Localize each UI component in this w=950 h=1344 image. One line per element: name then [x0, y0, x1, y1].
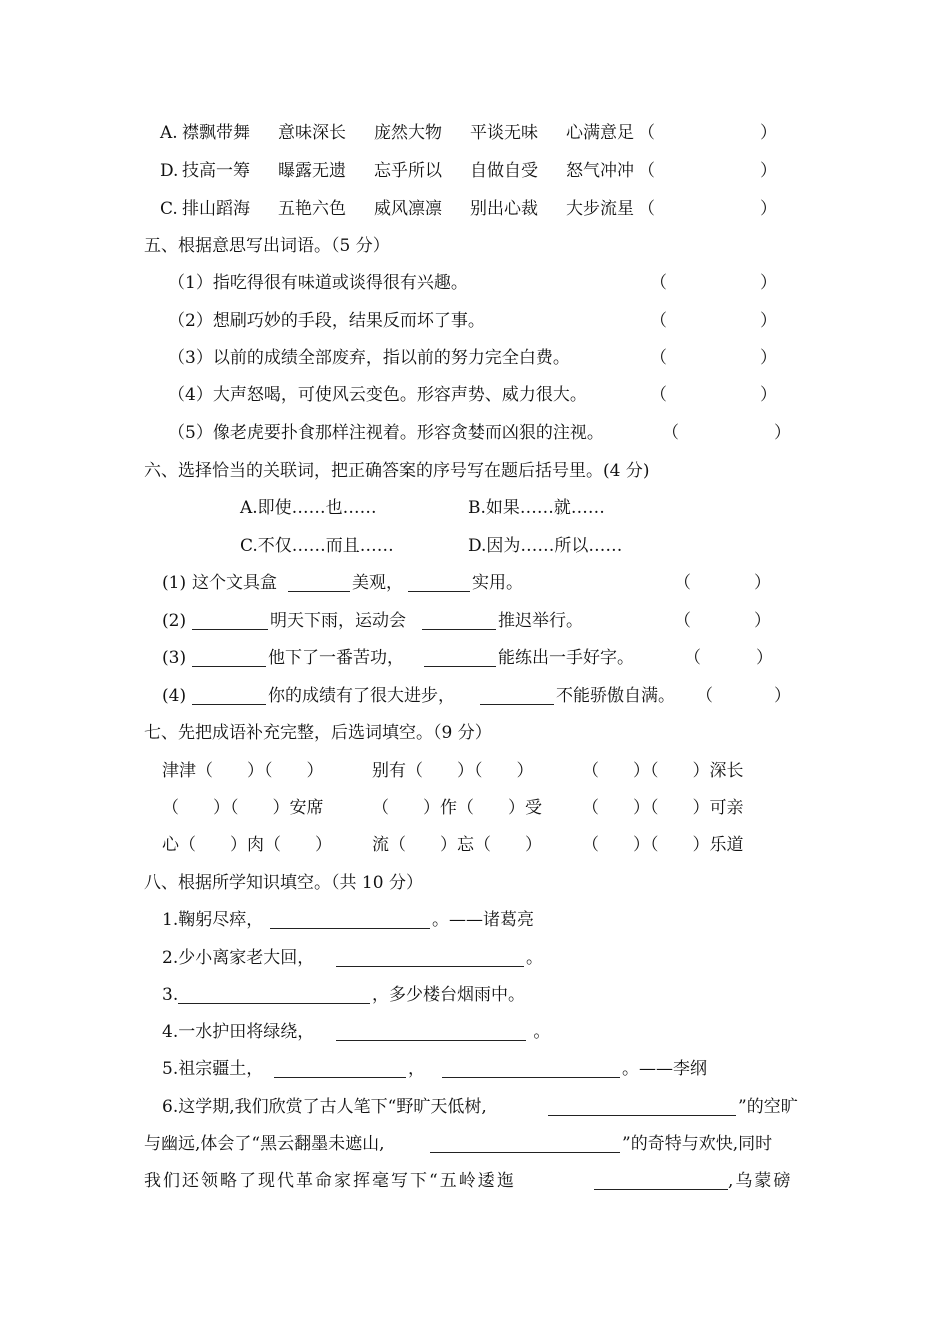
- answer-paren-close: ）: [754, 573, 771, 593]
- option-label: D.: [160, 161, 179, 181]
- idiom-fill[interactable]: （ ）（ ）深长: [582, 761, 744, 781]
- fill-blank[interactable]: [424, 666, 496, 667]
- question-6-3: [162, 647, 782, 669]
- fill-blank[interactable]: [336, 1040, 526, 1041]
- idiom-fill[interactable]: （ ）（ ）安席: [162, 798, 324, 818]
- answer-paren-open[interactable]: （: [638, 123, 655, 143]
- question-text: （3）以前的成绩全部废弃，指以前的努力完全白费。: [168, 348, 570, 368]
- question-number: (1): [162, 573, 187, 593]
- idiom: 怒气冲冲: [566, 161, 634, 181]
- answer-paren-open[interactable]: （: [684, 648, 701, 668]
- idiom-fill[interactable]: （ ）（ ）乐道: [582, 835, 744, 855]
- answer-paren-close: ）: [760, 123, 777, 143]
- paragraph-text: ,乌蒙磅: [728, 1171, 793, 1191]
- poem-text: 4.一水护田将绿绕，: [162, 1022, 315, 1042]
- idiom: 襟飘带舞: [182, 123, 250, 143]
- answer-paren-close: ）: [760, 385, 777, 405]
- poem-text: ，多少楼台烟雨中。: [372, 985, 525, 1005]
- poem-text: 3.: [162, 985, 179, 1005]
- poem-text: 5.祖宗疆土，: [162, 1059, 264, 1079]
- fill-blank[interactable]: [480, 704, 554, 705]
- answer-paren-open[interactable]: （: [696, 686, 713, 706]
- idiom: 排山蹈海: [182, 199, 250, 219]
- question-text: 这个文具盒: [192, 573, 277, 593]
- fill-blank[interactable]: [192, 704, 266, 705]
- question-5-2: [168, 310, 788, 332]
- fill-blank[interactable]: [274, 1077, 406, 1078]
- answer-paren-open[interactable]: （: [662, 423, 679, 443]
- answer-paren-open[interactable]: （: [650, 385, 667, 405]
- question-text: （4）大声怒喝，可使风云变色。形容声势、威力很大。: [168, 385, 587, 405]
- answer-paren-open[interactable]: （: [638, 199, 655, 219]
- idiom: 别出心裁: [470, 199, 538, 219]
- option-row-d: [160, 160, 800, 182]
- fill-blank[interactable]: [192, 629, 268, 630]
- poem-text: 1.鞠躬尽瘁，: [162, 910, 264, 930]
- answer-paren-close: ）: [774, 686, 791, 706]
- paragraph-6-line-1: [162, 1096, 822, 1118]
- idiom-fill[interactable]: 津津（ ）（ ）: [162, 761, 324, 781]
- question-text: 你的成绩有了很大进步，: [268, 686, 455, 706]
- answer-paren-open[interactable]: （: [674, 573, 691, 593]
- option-label: A.: [160, 123, 178, 143]
- fill-blank[interactable]: [430, 1152, 620, 1153]
- paragraph-6-line-2: [144, 1133, 824, 1155]
- answer-paren-open[interactable]: （: [650, 348, 667, 368]
- conjunction-option-c: C.不仅……而且……: [240, 536, 394, 556]
- poem-text: 。: [528, 1022, 551, 1042]
- answer-paren-close: ）: [774, 423, 791, 443]
- poem-text: 。——诸葛亮: [432, 910, 534, 930]
- answer-paren-open[interactable]: （: [650, 273, 667, 293]
- idiom: 意味深长: [278, 123, 346, 143]
- poem-fill-5: [162, 1058, 762, 1080]
- poem-fill-2: [162, 947, 722, 969]
- paragraph-text: ”的空旷: [738, 1097, 798, 1117]
- paragraph-text: ”的奇特与欢快,同时: [622, 1134, 773, 1154]
- idiom: 威风凛凛: [374, 199, 442, 219]
- fill-blank[interactable]: [336, 966, 524, 967]
- idiom: 忘乎所以: [374, 161, 442, 181]
- fill-blank[interactable]: [408, 591, 470, 592]
- answer-paren-open[interactable]: （: [650, 311, 667, 331]
- idiom: 自做自受: [470, 161, 538, 181]
- question-text: （1）指吃得很有味道或谈得很有兴趣。: [168, 273, 468, 293]
- poem-text: 。——李纲: [622, 1059, 707, 1079]
- idiom: 大步流星: [566, 199, 634, 219]
- answer-paren-close: ）: [760, 161, 777, 181]
- section-6-title: 六、选择恰当的关联词，把正确答案的序号写在题后括号里。(4 分): [144, 461, 650, 481]
- option-row-c: [160, 198, 800, 220]
- poem-text: 。: [526, 948, 543, 968]
- poem-text: 2.少小离家老大回，: [162, 948, 315, 968]
- question-text: （2）想刷巧妙的手段，结果反而坏了事。: [168, 311, 485, 331]
- idiom-fill[interactable]: 别有（ ）（ ）: [372, 761, 534, 781]
- idiom-fill[interactable]: 心（ ）肉（ ）: [162, 835, 332, 855]
- paragraph-text: 我们还领略了现代革命家挥毫写下“五岭逶迤: [144, 1171, 516, 1191]
- question-5-1: [168, 272, 788, 294]
- paragraph-text: 6.这学期,我们欣赏了古人笔下“野旷天低树,: [162, 1097, 487, 1117]
- idiom: 平谈无味: [470, 123, 538, 143]
- idiom: 庞然大物: [374, 123, 442, 143]
- question-number: (4): [162, 686, 187, 706]
- idiom-fill[interactable]: （ ）（ ）可亲: [582, 798, 744, 818]
- question-text: 明天下雨，运动会: [270, 611, 406, 631]
- question-text: （5）像老虎要扑食那样注视着。形容贪婪而凶狠的注视。: [168, 423, 604, 443]
- paragraph-6-line-3: [144, 1170, 824, 1192]
- question-5-5: [168, 422, 798, 444]
- question-number: (3): [162, 648, 187, 668]
- answer-paren-close: ）: [760, 348, 777, 368]
- paragraph-text: 与幽远,体会了“黑云翻墨未遮山,: [144, 1134, 385, 1154]
- answer-paren-open[interactable]: （: [638, 161, 655, 181]
- option-row-a: [160, 122, 800, 144]
- question-text: 不能骄傲自满。: [556, 686, 675, 706]
- question-text: 实用。: [472, 573, 523, 593]
- conjunction-option-a: A.即使……也……: [240, 498, 377, 518]
- answer-paren-close: ）: [760, 311, 777, 331]
- answer-paren-close: ）: [760, 273, 777, 293]
- question-number: (2): [162, 611, 187, 631]
- idiom-fill[interactable]: 流（ ）忘（ ）: [372, 835, 542, 855]
- question-6-1: [162, 572, 782, 594]
- question-6-2: [162, 610, 782, 632]
- conjunction-option-d: D.因为……所以……: [468, 536, 623, 556]
- question-6-4: [162, 685, 802, 707]
- question-text: 能练出一手好字。: [498, 648, 634, 668]
- idiom: 五艳六色: [278, 199, 346, 219]
- idiom-fill[interactable]: （ ）作（ ）受: [372, 798, 542, 818]
- answer-paren-close: ）: [756, 648, 773, 668]
- fill-blank[interactable]: [270, 928, 430, 929]
- fill-blank[interactable]: [192, 666, 266, 667]
- poem-text: ，: [408, 1059, 425, 1079]
- poem-fill-1: [162, 909, 722, 931]
- option-label: C.: [160, 199, 178, 219]
- conjunction-option-b: B.如果……就……: [468, 498, 605, 518]
- idiom: 曝露无遗: [278, 161, 346, 181]
- fill-blank[interactable]: [422, 629, 496, 630]
- question-text: 他下了一番苦功，: [268, 648, 404, 668]
- idiom: 心满意足: [566, 123, 634, 143]
- section-7-title: 七、先把成语补充完整，后选词填空。（9 分）: [144, 723, 492, 743]
- answer-paren-close: ）: [754, 611, 771, 631]
- section-8-title: 八、根据所学知识填空。（共 10 分）: [144, 873, 423, 893]
- fill-blank[interactable]: [442, 1077, 620, 1078]
- question-text: 推迟举行。: [498, 611, 583, 631]
- poem-fill-4: [162, 1021, 722, 1043]
- question-text: 美观，: [352, 573, 403, 593]
- question-5-3: [168, 347, 788, 369]
- section-5-title: 五、根据意思写出词语。（5 分）: [144, 236, 390, 256]
- idiom: 技高一筹: [182, 161, 250, 181]
- fill-blank[interactable]: [288, 591, 350, 592]
- poem-fill-3: [162, 984, 722, 1006]
- question-5-4: [168, 384, 788, 406]
- answer-paren-open[interactable]: （: [674, 611, 691, 631]
- fill-blank[interactable]: [594, 1189, 728, 1190]
- answer-paren-close: ）: [760, 199, 777, 219]
- fill-blank[interactable]: [548, 1115, 736, 1116]
- fill-blank[interactable]: [178, 1003, 370, 1004]
